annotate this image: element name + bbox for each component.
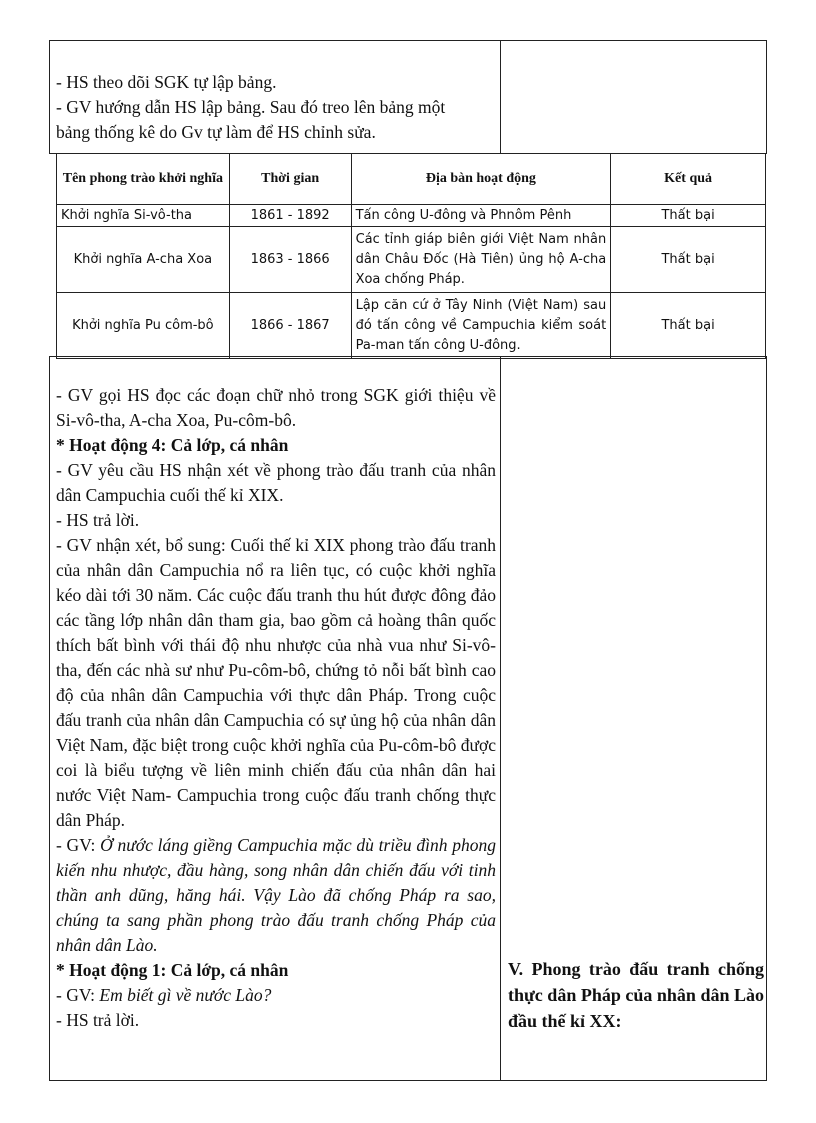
row-time: 1863 - 1866: [229, 227, 351, 293]
gv-prefix: - GV:: [56, 985, 100, 1005]
table-row: [57, 205, 766, 227]
header-result: Kết quả: [611, 154, 766, 205]
uprising-table: [56, 153, 766, 359]
section-title: V. Phong trào đấu tranh chống thực dân Pháp của nhân dân Lào đầu thế kỉ XX:: [508, 959, 764, 1031]
row-name: Khởi nghĩa A-cha Xoa: [57, 227, 230, 293]
paragraph-answer: - HS trả lời.: [56, 510, 140, 530]
row-result: Thất bại: [611, 293, 766, 359]
top-line-3: bảng thống kê do Gv tự làm để HS chỉnh sửa.: [56, 122, 376, 142]
row-result: Thất bại: [611, 227, 766, 293]
bottom-divider: [500, 356, 501, 1081]
paragraph-answer-laos: - HS trả lời.: [56, 1010, 140, 1030]
header-name: Tên phong trào khởi nghĩa: [57, 154, 230, 205]
lesson-text: [56, 383, 496, 1033]
gv-prefix: - GV:: [56, 835, 101, 855]
activity-1-heading: * Hoạt động 1: Cả lớp, cá nhân: [56, 960, 289, 980]
paragraph-intro: - GV gọi HS đọc các đoạn chữ nhỏ trong SGK giới thiệu về Si-vô-tha, A-cha Xoa, Pu-côm-bô.: [56, 385, 496, 430]
paragraph-question-laos: [56, 983, 496, 1008]
top-line-2: - GV hướng dẫn HS lập bảng. Sau đó treo lên bảng một: [56, 97, 446, 117]
row-name: Khởi nghĩa Si-vô-tha: [57, 205, 230, 227]
paragraph-summary: - GV nhận xét, bổ sung: Cuối thế kỉ XIX phong trào đấu tranh của nhân dân Campuchia nổ ra liên tục, có cuộc khởi nghĩa kéo dài tới 30 năm. Các cuộc đấu tranh thu hút được đông đảo các tầng lớp nhân dân tham gia, bao gồm cả hoàng thân quốc thích bất bình với thái độ nhu nhược của nhà vua như Si-vô-tha, đến các nhà sư như Pu-côm-bô, chứng tỏ nỗi bất bình cao độ của nhân dân Campuchia với thực dân Pháp. Trong cuộc đấu tranh của nhân dân Campuchia có sự ủng hộ của nhân dân Việt Nam, đặc biệt trong cuộc khởi nghĩa của Pu-côm-bô được coi là biểu tượng về liên minh chiến đấu của nhân dân hai nước Việt Nam- Campuchia trong cuộc đấu tranh chống thực dân Pháp.: [56, 535, 496, 830]
top-divider: [500, 40, 501, 153]
row-result: Thất bại: [611, 205, 766, 227]
row-area: Tấn công U-đông và Phnôm Pênh: [351, 205, 611, 227]
row-area: Lập căn cứ ở Tây Ninh (Việt Nam) sau đó tấn công về Campuchia kiểm soát Pa-man tấn công U-đông.: [351, 293, 611, 359]
top-text: [56, 70, 496, 145]
paragraph-question: - GV yêu cầu HS nhận xét về phong trào đấu tranh của nhân dân Campuchia cuối thế kỉ XIX.: [56, 460, 496, 505]
header-time: Thời gian: [229, 154, 351, 205]
row-area: Các tỉnh giáp biên giới Việt Nam nhân dân Châu Đốc (Hà Tiên) ủng hộ A-cha Xoa chống Pháp.: [351, 227, 611, 293]
row-name: Khởi nghĩa Pu côm-bô: [57, 293, 230, 359]
table-header-row: [57, 154, 766, 205]
row-time: 1861 - 1892: [229, 205, 351, 227]
question-italic: Em biết gì về nước Lào?: [99, 985, 272, 1005]
header-area: Địa bàn hoạt động: [351, 154, 611, 205]
table-row: [57, 293, 766, 359]
row-time: 1866 - 1867: [229, 293, 351, 359]
transition-italic: Ở nước láng giềng Campuchia mặc dù triều đình phong kiến nhu nhược, đầu hàng, song nhân dân chiến đấu với tinh thần anh dũng, hăng hái. Vậy Lào đã chống Pháp ra sao, chúng ta sang phần phong trào đấu tranh chống Pháp của nhân dân Lào.: [56, 835, 497, 955]
activity-4-heading: * Hoạt động 4: Cả lớp, cá nhân: [56, 435, 289, 455]
top-line-1: - HS theo dõi SGK tự lập bảng.: [56, 72, 277, 92]
table-row: [57, 227, 766, 293]
paragraph-transition: [56, 833, 496, 958]
